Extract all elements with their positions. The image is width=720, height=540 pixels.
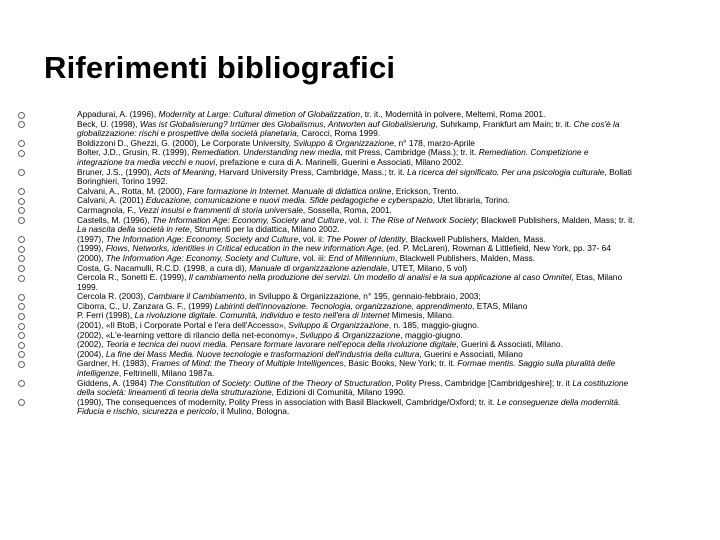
reference-text: , Harvard University Press, Cambridge, Mass.; tr. it. bbox=[214, 166, 408, 177]
bullet-icon bbox=[18, 246, 25, 253]
reference-italic-text: della società: lineamenti di teoria della strutturazione bbox=[77, 387, 272, 398]
bullet-icon bbox=[18, 188, 25, 195]
reference-item bbox=[18, 273, 714, 292]
reference-italic-text: Le conseguenze della modernità. bbox=[497, 396, 621, 407]
reference-line bbox=[77, 168, 714, 178]
reference-text: Carmagnola, F., bbox=[77, 204, 139, 215]
reference-italic-text: Flows, Networks, identities in Critical education in the new information Age bbox=[105, 243, 382, 254]
reference-italic-text: Acts of Meaning bbox=[154, 166, 215, 177]
reference-text: , Edizioni di Comunità, Milano 1990. bbox=[271, 387, 406, 398]
bullet-icon bbox=[18, 294, 25, 301]
reference-text: Cercola R. (2003), bbox=[77, 291, 148, 302]
bullet-icon bbox=[18, 265, 25, 272]
reference-italic-text: globalizzazione: rischi e prospettive della società planetaria bbox=[77, 128, 297, 139]
reference-text: , Blackwell Publishers, Malden, Mass. bbox=[405, 233, 546, 244]
bullet-icon bbox=[18, 361, 25, 368]
reference-text: Bruner, J.S., (1990), bbox=[77, 166, 155, 177]
bullet-icon bbox=[18, 351, 25, 358]
reference-text: 1999. bbox=[77, 281, 98, 292]
reference-italic-text: Cambiare il Cambiamento bbox=[147, 291, 245, 302]
bullet-icon bbox=[18, 313, 25, 320]
reference-italic-text: Educazione, comunicazione e nuovi media. Sfide pedagogiche e cyberspazio bbox=[145, 195, 433, 206]
bullet-icon bbox=[18, 198, 25, 205]
reference-text: , Utet libraria, Torino. bbox=[432, 195, 510, 206]
reference-text: (1997), bbox=[77, 233, 106, 244]
reference-text: , Strumenti per la didattica, Milano 2002. bbox=[189, 224, 340, 235]
bullet-icon bbox=[18, 399, 25, 406]
reference-italic-text: Remediation. Competizione e bbox=[478, 147, 589, 158]
reference-text: Gardner, H. (1983), bbox=[77, 358, 152, 369]
reference-text: , Carocci, Roma 1999. bbox=[296, 128, 381, 139]
bullet-icon bbox=[18, 303, 25, 310]
reference-text: (1999), bbox=[77, 243, 106, 254]
bullet-icon bbox=[18, 255, 25, 262]
reference-italic-text: The Constitution of Society: Outline of the Theory of Structuration bbox=[149, 377, 392, 388]
reference-text: Castells, M. (1996), bbox=[77, 214, 152, 225]
reference-italic-text: The Information Age: Economy, Society and Culture bbox=[105, 252, 299, 263]
bullet-icon bbox=[18, 380, 25, 387]
reference-item bbox=[18, 398, 714, 417]
reference-italic-text: Modernity at Large: Cultural dimetion of Globalizzation bbox=[158, 109, 361, 119]
bullet-icon bbox=[18, 323, 25, 330]
reference-text: Costa, G. Nacamulli, R.C.D. (1998, a cura di), bbox=[77, 262, 250, 273]
reference-text: , n. 185, maggio-giugno. bbox=[388, 320, 480, 331]
reference-italic-text: Formae mentis. Saggio sulla pluralità delle bbox=[457, 358, 616, 369]
reference-text: Ciborra, C., U. Zanzara G. F., (1999) bbox=[77, 300, 215, 311]
reference-text: , in Sviluppo & Organizzazione, n° 195, gennaio-febbraio, 2003; bbox=[244, 291, 481, 302]
reference-italic-text: La fine dei Mass Media. Nuove tecnologie e trasformazioni dell'industria della cultura bbox=[105, 348, 420, 359]
reference-italic-text: Fare formazione in Internet. Manuale di didattica online bbox=[186, 185, 392, 196]
reference-text: (2002), bbox=[77, 339, 106, 350]
reference-text: Calvani, A. (2001) bbox=[77, 195, 146, 206]
reference-italic-text: Labirinti dell'innovazione. Tecnologia, organizzazione, apprendimento bbox=[214, 300, 473, 311]
reference-italic-text: La costituzione bbox=[572, 377, 629, 388]
reference-item bbox=[18, 359, 714, 378]
reference-text: , Erickson, Trento. bbox=[391, 185, 459, 196]
bullet-icon bbox=[18, 342, 25, 349]
reference-italic-text: Il cambiamento nella produzione dei servizi. Un modello di analisi e la sua applicazione al caso Omnitel bbox=[188, 272, 572, 283]
reference-text: (2001), «Il BtoB, i Corporate Portal e l'era dell'Accesso», bbox=[77, 320, 289, 331]
reference-text: (2000), bbox=[77, 252, 106, 263]
reference-text: , n° 178, marzo-Aprile bbox=[393, 137, 475, 148]
reference-text: Mimesis, Milano. bbox=[389, 310, 455, 321]
reference-text: , maggio-giugno. bbox=[400, 329, 463, 340]
reference-text: , Polity Press, Cambridge [Cambridgeshire]; tr. it bbox=[391, 377, 573, 388]
reference-italic-text: Teoria e tecnica dei nuovi media. Pensare formare lavorare nell'epoca della rivoluzione digitale bbox=[105, 339, 457, 350]
bullet-icon bbox=[18, 112, 25, 119]
reference-italic-text: Frames of Mind: the Theory of Multiple Intelligences bbox=[151, 358, 344, 369]
reference-italic-text: integrazione tra media vecchi e nuovi bbox=[77, 156, 216, 167]
bullet-icon bbox=[18, 207, 25, 214]
reference-item bbox=[18, 379, 714, 398]
reference-text: , Feltrinelli, Milano 1987a. bbox=[118, 368, 215, 379]
reference-italic-text: End of Millennium bbox=[328, 252, 395, 263]
reference-text: , Blackwell Publishers, Malden, Mass. bbox=[394, 252, 536, 263]
reference-italic-text: The Information Age: Economy, Society and Culture bbox=[151, 214, 345, 225]
reference-italic-text: Vezzi insulsi e frammenti di storia universale bbox=[138, 204, 303, 215]
reference-item bbox=[18, 216, 714, 235]
reference-text: , Basic Books, New York; tr. it. bbox=[343, 358, 458, 369]
reference-text: Bolter, J.D., Grusin, R. (1999), bbox=[77, 147, 192, 158]
reference-text: , (ed. P. McLaren), Rowman & Littlefield, New York, pp. 37- 64 bbox=[381, 243, 611, 254]
reference-italic-text: Che cos'è la bbox=[573, 118, 620, 129]
reference-italic-text: La nascita della società in rete bbox=[77, 224, 190, 235]
reference-italic-text: Fiducia e rischio, sicurezza e pericolo bbox=[77, 406, 217, 417]
bullet-icon bbox=[18, 121, 25, 128]
reference-text: , Etas, Milano bbox=[571, 272, 623, 283]
reference-text: , UTET, Milano, 5 vol) bbox=[387, 262, 468, 273]
reference-italic-text: Manuale di organizzazione aziendale bbox=[249, 262, 388, 273]
reference-text: Boldizzoni D., Ghezzi, G. (2000), Le Corporate University, bbox=[77, 137, 294, 148]
reference-text: , vol. iii: bbox=[298, 252, 329, 263]
bullet-icon bbox=[18, 169, 25, 176]
reference-italic-text: Sviluppo & Organizzazione bbox=[288, 320, 389, 331]
reference-italic-text: La rivoluzione digitale. Comunità, individuo e testo nell'era di Internet bbox=[134, 310, 390, 321]
bullet-icon bbox=[18, 140, 25, 147]
reference-text: , ETAS, Milano bbox=[472, 300, 528, 311]
reference-text: , tr. it., Modernità in polvere, Meltemi, Roma 2001. bbox=[360, 109, 546, 119]
reference-line bbox=[77, 407, 714, 417]
reference-text: , Sossella, Roma, 2001. bbox=[302, 204, 392, 215]
reference-text: Beck, U. (1998), bbox=[77, 118, 140, 129]
reference-text: , vol. ii: bbox=[298, 233, 327, 244]
reference-italic-text: The Rise of Network Society bbox=[370, 214, 477, 225]
reference-text: , prefazione e cura di A. Marinelli, Guerini e Associati, Milano 2002. bbox=[215, 156, 464, 167]
reference-line bbox=[77, 273, 714, 283]
reference-italic-text: Remediation. Understanding new media bbox=[191, 147, 341, 158]
reference-text: , vol. i: bbox=[344, 214, 371, 225]
bullet-icon bbox=[18, 217, 25, 224]
reference-italic-text: The Information Age: Economy, Society and Culture bbox=[105, 233, 299, 244]
reference-text: (1990), The consequences of modernity, Polity Press in association with Basil Blackwell, Cambridge/Oxford; tr. it. bbox=[77, 396, 498, 407]
reference-list bbox=[18, 110, 714, 417]
reference-text: ; Blackwell Publishers, Malden, Mass; tr. it. bbox=[476, 214, 635, 225]
reference-item bbox=[18, 148, 714, 167]
bullet-icon bbox=[18, 275, 25, 282]
reference-italic-text: La ricerca del significato. Per una psicologia culturale bbox=[407, 166, 605, 177]
reference-text: Calvani, A., Rotta, M. (2000), bbox=[77, 185, 187, 196]
reference-text: , Suhrkamp, Frankfurt am Main; tr. it. bbox=[435, 118, 574, 129]
reference-text: , Guerini & Associati, Milano. bbox=[456, 339, 563, 350]
reference-item bbox=[18, 120, 714, 139]
reference-text: P. Ferri (1998), bbox=[77, 310, 135, 321]
reference-item bbox=[18, 168, 714, 187]
reference-text: Cercola R., Sonetti E. (1999), bbox=[77, 272, 189, 283]
reference-text: , Guerini e Associati, Milano bbox=[419, 348, 523, 359]
reference-italic-text: Sviluppo & Organizzazione bbox=[299, 329, 401, 340]
reference-text: (2002), «L'e-learning vettore di rilancio della net-economy», bbox=[77, 329, 300, 340]
reference-text: , Bollati bbox=[604, 166, 632, 177]
slide-title: Riferimenti bibliografici bbox=[44, 50, 396, 85]
reference-text: Boringhieri, Torino 1992. bbox=[77, 176, 168, 187]
reference-text: , il Mulino, Bologna. bbox=[216, 406, 290, 417]
reference-italic-text: Was ist Globalisierung? Irrtümer des Globalismus, Antworten auf Globalisierung bbox=[139, 118, 436, 129]
reference-text: Appadurai, A. (1996), bbox=[77, 109, 159, 119]
reference-italic-text: The Power of Identity bbox=[326, 233, 406, 244]
bullet-icon bbox=[18, 236, 25, 243]
reference-text: Giddens, A. (1984) bbox=[77, 377, 150, 388]
reference-text: (2004), bbox=[77, 348, 106, 359]
bullet-icon bbox=[18, 332, 25, 339]
reference-text: , mit Press, Cambridge (Mass.); tr. it. bbox=[340, 147, 479, 158]
bullet-icon bbox=[18, 150, 25, 157]
reference-italic-text: intelligenze bbox=[77, 368, 119, 379]
reference-italic-text: Sviluppo & Organizzazione bbox=[293, 137, 394, 148]
